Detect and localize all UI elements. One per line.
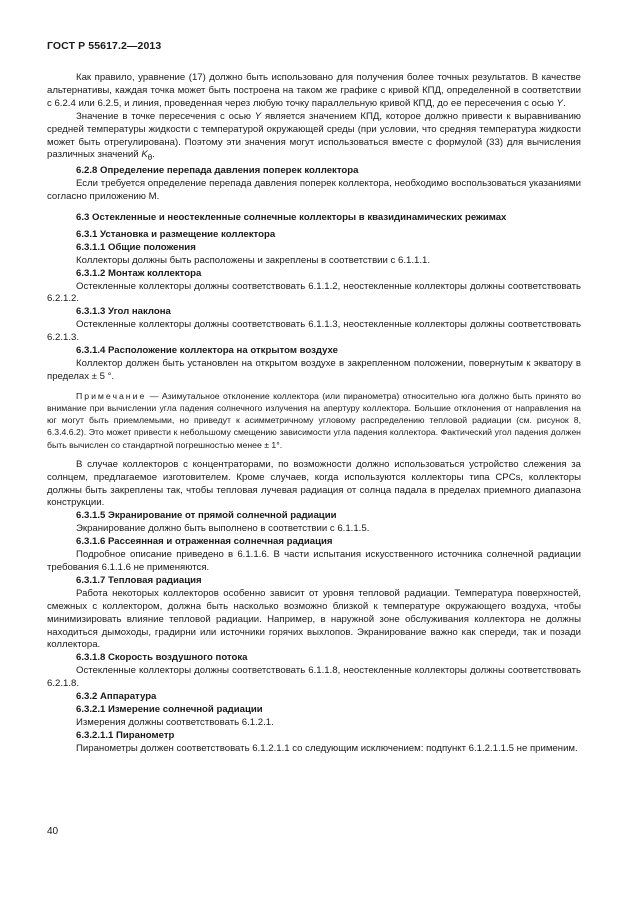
paragraph: Остекленные коллекторы должны соответствовать 6.1.1.3, неостекленные коллекторы должны соответствовать 6.2.1.3. [47, 319, 581, 344]
paragraph: Экранирование должно быть выполнено в соответствии с 6.1.1.5. [76, 523, 370, 535]
section-heading-6-2-8: 6.2.8 Определение перепада давления поперек коллектора [76, 165, 359, 177]
paragraph: Коллекторы должны быть расположены и закреплены в соответствии с 6.1.1.1. [76, 254, 431, 266]
section-heading-6-3-1-3: 6.3.1.3 Угол наклона [76, 306, 171, 318]
section-heading-6-3-1-1: 6.3.1.1 Общие положения [76, 241, 196, 253]
note-paragraph [47, 390, 581, 451]
section-heading-6-3-2-1-1: 6.3.2.1.1 Пиранометр [76, 729, 175, 741]
paragraph: Пиранометры должен соответствовать 6.1.2.1.1 со следующим исключением: подпункт 6.1.2.1.1.5 не применим. [76, 742, 578, 754]
section-heading-6-3-1-2: 6.3.1.2 Монтаж коллектора [76, 267, 202, 279]
paragraph: Измерения должны соответствовать 6.1.2.1. [76, 716, 274, 728]
section-heading-6-3-1-8: 6.3.1.8 Скорость воздушного потока [76, 652, 248, 664]
paragraph: Остекленные коллекторы должны соответствовать 6.1.1.8, неостекленные коллекторы должны соответствовать 6.2.1.8. [47, 665, 581, 690]
section-heading-6-3-1-5: 6.3.1.5 Экранирование от прямой солнечной радиации [76, 510, 337, 522]
paragraph: Коллектор должен быть установлен на открытом воздухе в закрепленном положении, повернутым к экватору в пределах ± 5 °. [47, 357, 581, 382]
section-heading-6-3-1: 6.3.1 Установка и размещение коллектора [76, 228, 276, 240]
section-heading-6-3-1-4: 6.3.1.4 Расположение коллектора на открытом воздухе [76, 345, 338, 357]
page-number: 40 [47, 826, 59, 837]
section-heading-6-3-1-7: 6.3.1.7 Тепловая радиация [76, 574, 202, 586]
paragraph: Значение в точке пересечения с осью Y является значением КПД, которое должно привести к выравниванию средней температуры жидкости с температурой окружающей среды (при условии, что средняя температура жидкости может быть отрегулирована). Поэтому эти значения могут использоваться вместе с формулой (33) для вычисления различных значений $K_\theta$. [47, 110, 581, 163]
document-body [47, 72, 581, 756]
document-page [47, 40, 581, 756]
paragraph: Работа некоторых коллекторов особенно зависит от уровня тепловой радиации. Температура поверхностей, смежных с коллектором, должна быть насколько возможно близкой к температуре окружающего воздуха, чтобы минимизировать влияние тепловой радиации. Например, в наружной зоне обслуживания коллектора не должны находиться дымоходы, градирни или источники горячих выхлопов. Экранирование важно как спереди, так и позади коллектора. [47, 587, 581, 651]
note-label: Примечание [76, 390, 147, 401]
document-header: ГОСТ Р 55617.2—2013 [47, 40, 162, 52]
paragraph: Остекленные коллекторы должны соответствовать 6.1.1.2, неостекленные коллекторы должны соответствовать 6.2.1.2. [47, 280, 581, 305]
paragraph: Подробное описание приведено в 6.1.1.6. В части испытания искусственного источника солнечной радиации требования 6.1.1.6 не применяются. [47, 549, 581, 574]
section-heading-6-3: 6.3 Остекленные и неостекленные солнечные коллекторы в квазидинамических режимах [76, 211, 507, 223]
paragraph: Если требуется определение перепада давления поперек коллектора, необходимо воспользоваться указаниями согласно приложению М. [47, 178, 581, 203]
section-heading-6-3-2: 6.3.2 Аппаратура [76, 691, 157, 703]
section-heading-6-3-1-6: 6.3.1.6 Рассеянная и отраженная солнечная радиация [76, 536, 333, 548]
paragraph: В случае коллекторов с концентраторами, по возможности должно использоваться устройство слежения за солнцем, предлагаемое изготовителем. Кроме случаев, когда используются коллекторы типа CPCs, коллекторы должны быть закреплены так, чтобы тепловая лучевая радиация от солнца падала в пределах приемного диапазона конструкции. [47, 458, 581, 509]
paragraph: Как правило, уравнение (17) должно быть использовано для получения более точных результатов. В качестве альтернативы, каждая точка может быть построена на таком же графике с кривой КПД, определенной в соответствии с 6.2.4 или 6.2.5, и линия, проведенная через любую точку параллельную кривой КПД, до ее пересечения с осью Y. [47, 72, 581, 109]
section-heading-6-3-2-1: 6.3.2.1 Измерение солнечной радиации [76, 703, 263, 715]
note-text: — Азимутальное отклонение коллектора (или пиранометра) относительно юга должно быть принято во внимание при вычислении угла падения солнечного излучения на апертуру коллектора. Большие отклонения от направления на юг могут быть приемлемыми, но приведут к асимметричному угловому распределению тепловой радиации (см. рисунок 8, 6.3.4.6.2). Это может привести к небольшому смещению зависимости угла падения коллектора. Фактический угол падения должен быть вычислен со стандартной погрешностью менее ± 1°. [47, 390, 581, 450]
